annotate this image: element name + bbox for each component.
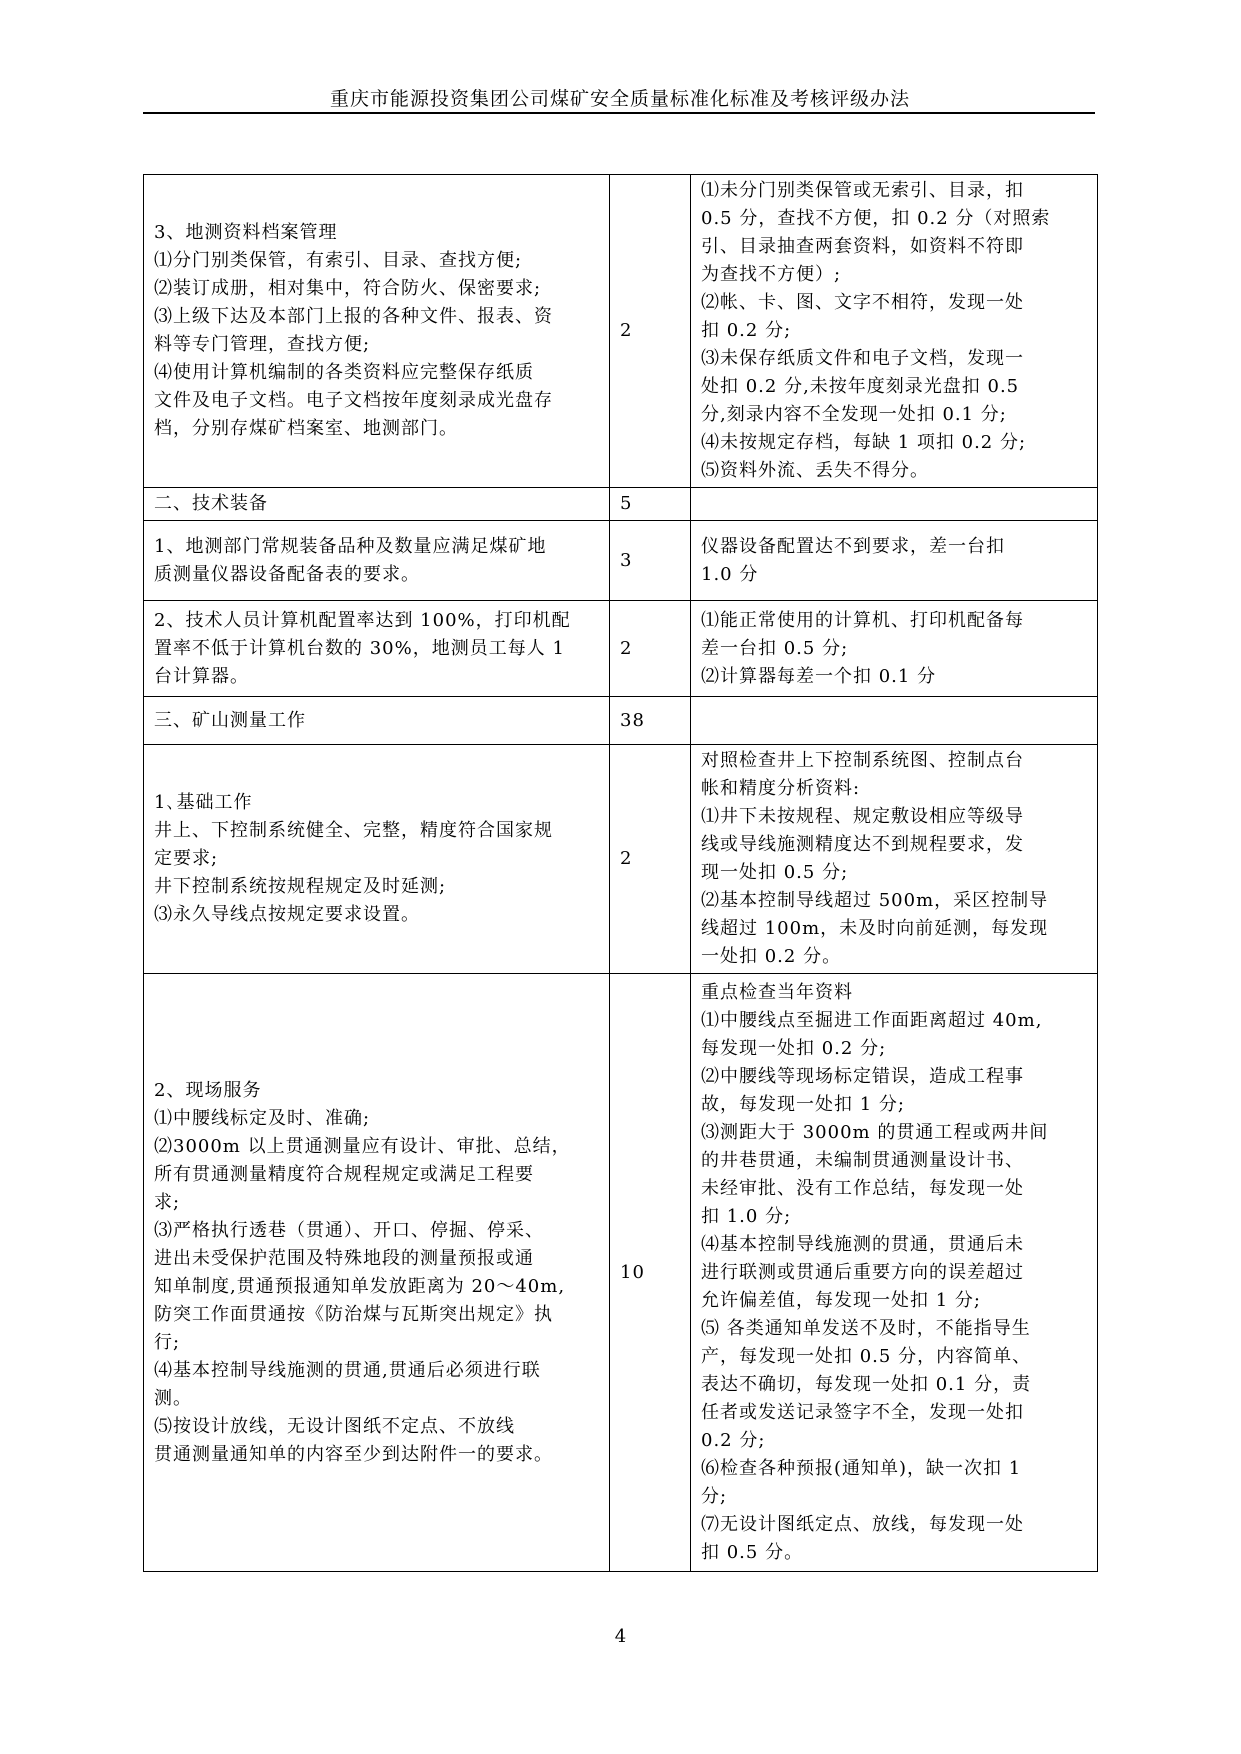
item-text-line: 2、现场服务 [154,1079,262,1101]
item-text-line: 置率不低于计算机台数的 30%，地测员工每人 1 [154,637,565,659]
item-text-line: ⑸按设计放线，无设计图纸不定点、不放线 [154,1415,515,1437]
rule-text-line: 一处扣 0.2 分。 [701,946,842,967]
item-text-line: 1、地测部门常规装备品种及数量应满足煤矿地 [154,535,547,557]
rule-text-line: ⑸ 各类通知单发送不及时，不能指导生 [701,1317,1031,1339]
item-text-line: 质测量仪器设备配备表的要求。 [154,563,420,585]
item-text-line: 井上、下控制系统健全、完整，精度符合国家规 [154,820,553,841]
standards-table-body [144,175,1098,1572]
item-text-line: 进出未受保护范围及特殊地段的测量预报或通 [154,1247,534,1269]
rule-text-line: ⑴井下未按规程、规定敷设相应等级导 [701,806,1024,827]
score-cell: 5 [610,488,691,521]
rule-text-line: ⑹检查各种预报(通知单)，缺一次扣 1 [701,1457,1022,1479]
item-text-line: 3、地测资料档案管理 [154,222,338,243]
item-cell [144,601,610,697]
rule-cell [691,488,1098,521]
item-text-line: 求; [154,1191,181,1213]
item-text-line: 行; [154,1331,181,1353]
item-text-line: ⑴分门别类保管，有索引、目录、查找方便; [154,250,523,271]
score-cell: 2 [610,745,691,974]
item-text-line: 1､基础工作 [154,792,253,813]
table-row [144,697,1098,745]
item-text-line: 测。 [154,1387,192,1409]
item-text-line: ⑴中腰线标定及时、准确; [154,1107,371,1129]
item-cell [144,488,610,521]
standards-table [143,174,1098,1572]
rule-text-line: 扣 0.5 分。 [701,1541,804,1563]
rule-cell [691,745,1098,974]
item-cell [144,974,610,1572]
item-text-line: ⑷基本控制导线施测的贯通,贯通后必须进行联 [154,1359,541,1381]
rule-text-line: 处扣 0.2 分,未按年度刻录光盘扣 0.5 [701,376,1020,397]
item-text-line: 档，分别存煤矿档案室、地测部门。 [154,418,458,439]
rule-text-line: ⑷未按规定存档，每缺 1 项扣 0.2 分; [701,432,1027,453]
rule-text-line: 扣 0.2 分; [701,320,792,341]
rule-cell [691,697,1098,745]
item-text-line: 知单制度,贯通预报通知单发放距离为 20～40m, [154,1275,566,1297]
item-cell [144,521,610,601]
rule-text-line: ⑵中腰线等现场标定错误，造成工程事 [701,1065,1024,1087]
rule-text-line: 帐和精度分析资料: [701,778,861,799]
page-number: 4 [614,1626,627,1647]
rule-text-line: ⑶未保存纸质文件和电子文档，发现一 [701,348,1024,369]
rule-cell [691,974,1098,1572]
rule-text-line: 仪器设备配置达不到要求，差一台扣 [701,535,1005,557]
header-rule [143,112,1095,114]
table-row [144,745,1098,974]
table-row [144,521,1098,601]
item-text-line: 二、技术装备 [154,493,268,514]
rule-text-line: ⑴能正常使用的计算机、打印机配备每 [701,609,1024,631]
score-cell: 3 [610,521,691,601]
item-text-line: ⑷使用计算机编制的各类资料应完整保存纸质 [154,362,534,383]
rule-text-line: 表达不确切，每发现一处扣 0.1 分，责 [701,1373,1032,1395]
rule-cell [691,601,1098,697]
rule-text-line: ⑴中腰线点至掘进工作面距离超过 40m, [701,1009,1043,1031]
item-cell [144,745,610,974]
rule-text-line: ⑵帐、卡、图、文字不相符，发现一处 [701,292,1024,313]
item-text-line: 三、矿山测量工作 [154,709,306,731]
rule-text-line: 1.0 分 [701,563,759,585]
rule-text-line: 进行联测或贯通后重要方向的误差超过 [701,1261,1024,1283]
rule-text-line: 重点检查当年资料 [701,981,853,1003]
item-text-line: 贯通测量通知单的内容至少到达附件一的要求。 [154,1443,553,1465]
score-cell: 10 [610,974,691,1572]
rule-text-line: ⑵基本控制导线超过 500m，采区控制导 [701,890,1049,911]
rule-text-line: 任者或发送记录签字不全，发现一处扣 [701,1401,1024,1423]
rule-cell [691,175,1098,488]
item-cell [144,697,610,745]
item-text-line: ⑵装订成册，相对集中，符合防火、保密要求; [154,278,542,299]
item-cell [144,175,610,488]
rule-text-line: 0.5 分，查找不方便，扣 0.2 分（对照索 [701,208,1051,229]
item-text-line: ⑶严格执行透巷（贯通）、开口、停掘、停采、 [154,1219,544,1241]
rule-text-line: ⑸资料外流、丢失不得分。 [701,460,929,481]
rule-text-line: 0.2 分; [701,1429,766,1451]
rule-text-line: 每发现一处扣 0.2 分; [701,1037,887,1059]
rule-text-line: 为查找不方便）; [701,264,842,285]
rule-text-line: ⑷基本控制导线施测的贯通，贯通后未 [701,1233,1024,1255]
rule-text-line: ⑵计算器每差一个扣 0.1 分 [701,665,937,687]
table-row [144,601,1098,697]
item-text-line: 井下控制系统按规程规定及时延测; [154,876,447,897]
item-text-line: 料等专门管理，查找方便; [154,334,371,355]
rule-text-line: 分; [701,1485,728,1507]
item-text-line: 防突工作面贯通按《防治煤与瓦斯突出规定》执 [154,1303,553,1325]
item-text-line: 2、技术人员计算机配置率达到 100%，打印机配 [154,609,571,631]
rule-text-line: 引、目录抽查两套资料，如资料不符即 [701,236,1024,257]
rule-text-line: ⑴未分门别类保管或无索引、目录，扣 [701,180,1024,201]
rule-text-line: 对照检查井上下控制系统图、控制点台 [701,750,1024,771]
rule-text-line: 分,刻录内容不全发现一处扣 0.1 分; [701,404,1007,425]
score-cell: 38 [610,697,691,745]
rule-text-line: 产，每发现一处扣 0.5 分，内容简单、 [701,1345,1032,1367]
page-header-title: 重庆市能源投资集团公司煤矿安全质量标准化标准及考核评级办法 [329,88,910,110]
rule-text-line: 允许偏差值，每发现一处扣 1 分; [701,1289,981,1311]
rule-text-line: 线超过 100m，未及时向前延测，每发现 [701,918,1049,939]
rule-text-line: ⑺无设计图纸定点、放线，每发现一处 [701,1513,1024,1535]
rule-text-line: 现一处扣 0.5 分; [701,862,849,883]
score-cell: 2 [610,601,691,697]
rule-text-line: 的井巷贯通，未编制贯通测量设计书、 [701,1149,1024,1171]
table-row [144,974,1098,1572]
rule-text-line: 扣 1.0 分; [701,1205,792,1227]
rule-text-line: 线或导线施测精度达不到规程要求，发 [701,834,1024,855]
rule-text-line: ⑶测距大于 3000m 的贯通工程或两井间 [701,1121,1049,1143]
item-text-line: ⑶上级下达及本部门上报的各种文件、报表、资 [154,306,553,327]
rule-cell [691,521,1098,601]
item-text-line: 文件及电子文档。电子文档按年度刻录成光盘存 [154,390,553,411]
item-text-line: 台计算器。 [154,665,249,687]
item-text-line: ⑵3000m 以上贯通测量应有设计、审批、总结， [154,1135,571,1157]
item-text-line: 定要求; [154,848,219,869]
score-cell: 2 [610,175,691,488]
table-row [144,175,1098,488]
table-row [144,488,1098,521]
rule-text-line: 故，每发现一处扣 1 分; [701,1093,905,1115]
item-text-line: ⑶永久导线点按规定要求设置。 [154,904,420,925]
rule-text-line: 差一台扣 0.5 分; [701,637,849,659]
item-text-line: 所有贯通测量精度符合规程规定或满足工程要 [154,1163,534,1185]
rule-text-line: 未经审批、没有工作总结，每发现一处 [701,1177,1024,1199]
